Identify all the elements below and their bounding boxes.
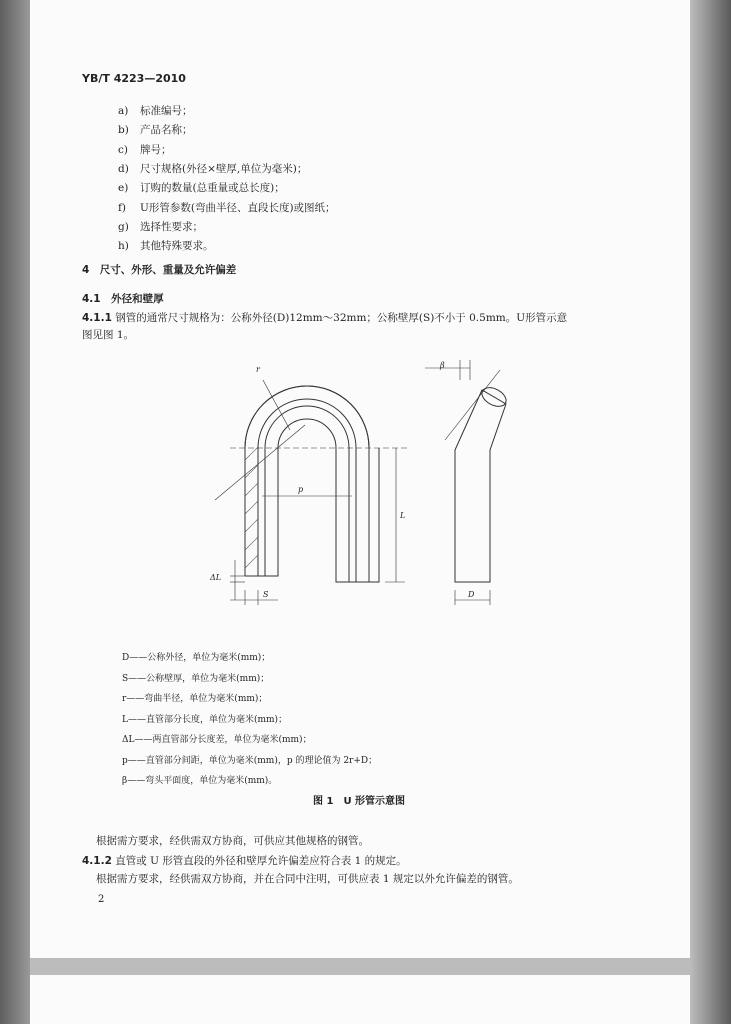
- clause-number: 4.1.1: [82, 312, 112, 324]
- side-view-tube: [445, 370, 509, 582]
- next-page: [30, 975, 690, 1024]
- legend-item: p——直管部分间距，单位为毫米(mm)，p 的理论值为 2r+D；: [122, 755, 378, 766]
- page-gap: [30, 958, 690, 975]
- viewer-left-margin: [0, 0, 30, 1024]
- clause-4-1-2: [82, 854, 407, 868]
- list-item-label: e): [118, 182, 129, 195]
- legend-item: S——公称壁厚，单位为毫米(mm)；: [122, 673, 270, 684]
- list-item-text: 标准编号；: [140, 105, 193, 117]
- document-page: [30, 0, 690, 958]
- label-p: p: [298, 485, 304, 494]
- label-beta: β: [440, 361, 445, 370]
- viewer-right-margin: [690, 0, 731, 1024]
- clause-text: 钢管的通常尺寸规格为：公称外径(D)12mm～32mm；公称壁厚(S)不小于 0.5mm。U形管示意: [115, 312, 568, 324]
- u-tube-inner-outline: [245, 419, 369, 582]
- list-item-text: 其他特殊要求。: [140, 240, 214, 253]
- list-item-label: f): [118, 201, 126, 214]
- left-wall-hatching: [245, 447, 258, 568]
- standard-number-header: YB/T 4223—2010: [82, 72, 186, 85]
- dimension-lines: [215, 360, 490, 605]
- legend-item: r——弯曲半径，单位为毫米(mm)；: [122, 694, 268, 704]
- clause-number: 4.1.2: [82, 855, 112, 867]
- list-item-text: 产品名称；: [140, 124, 193, 137]
- clause-text: 直管或 U 形管直段的外径和壁厚允许偏差应符合表 1 的规定。: [115, 855, 407, 867]
- list-item-text: 订购的数量(总重量或总长度)；: [140, 182, 285, 195]
- label-delta-L: ΔL: [210, 573, 222, 582]
- list-item-text: 牌号；: [140, 143, 172, 156]
- label-L: L: [400, 511, 406, 520]
- list-item-label: d): [118, 162, 129, 175]
- legend-item: β——弯头平面度，单位为毫米(mm)。: [122, 776, 278, 786]
- u-tube-figure: [30, 0, 690, 620]
- legend-item: D——公称外径，单位为毫米(mm)；: [122, 653, 271, 663]
- page-number: 2: [98, 894, 105, 905]
- u-tube-bend-outer: [245, 386, 369, 448]
- clause-4-1-1-continued: 图见图 1。: [82, 329, 135, 341]
- list-item-label: c): [118, 143, 128, 156]
- u-tube-bend-wall-2: [265, 406, 349, 448]
- list-item-text: 选择性要求；: [140, 220, 203, 233]
- list-item-label: a): [118, 105, 129, 117]
- section-4-1-heading: 4.1 外径和壁厚: [82, 293, 164, 305]
- label-D: D: [468, 590, 475, 599]
- figure-caption: 图 1 U 形管示意图: [313, 796, 406, 807]
- label-r: r: [256, 365, 260, 374]
- list-item-label: b): [118, 124, 129, 137]
- paragraph-other-specs: 根据需方要求，经供需双方协商，可供应其他规格的钢管。: [96, 835, 369, 847]
- legend-item: ΔL——两直管部分长度差，单位为毫米(mm)；: [122, 735, 312, 745]
- section-4-heading: 4 尺寸、外形、重量及允许偏差: [82, 264, 237, 276]
- list-item-text: 尺寸规格(外径×壁厚,单位为毫米)；: [140, 162, 308, 175]
- label-S: S: [263, 590, 269, 599]
- list-item-text: U形管参数(弯曲半径、直段长度)或图纸；: [140, 201, 336, 214]
- paragraph-other-tolerances: 根据需方要求，经供需双方协商，并在合同中注明，可供应表 1 规定以外允许偏差的钢管。: [96, 873, 519, 885]
- list-item-label: g): [118, 220, 129, 233]
- list-item-label: h): [118, 240, 129, 253]
- legend-item: L——直管部分长度，单位为毫米(mm)；: [122, 714, 288, 725]
